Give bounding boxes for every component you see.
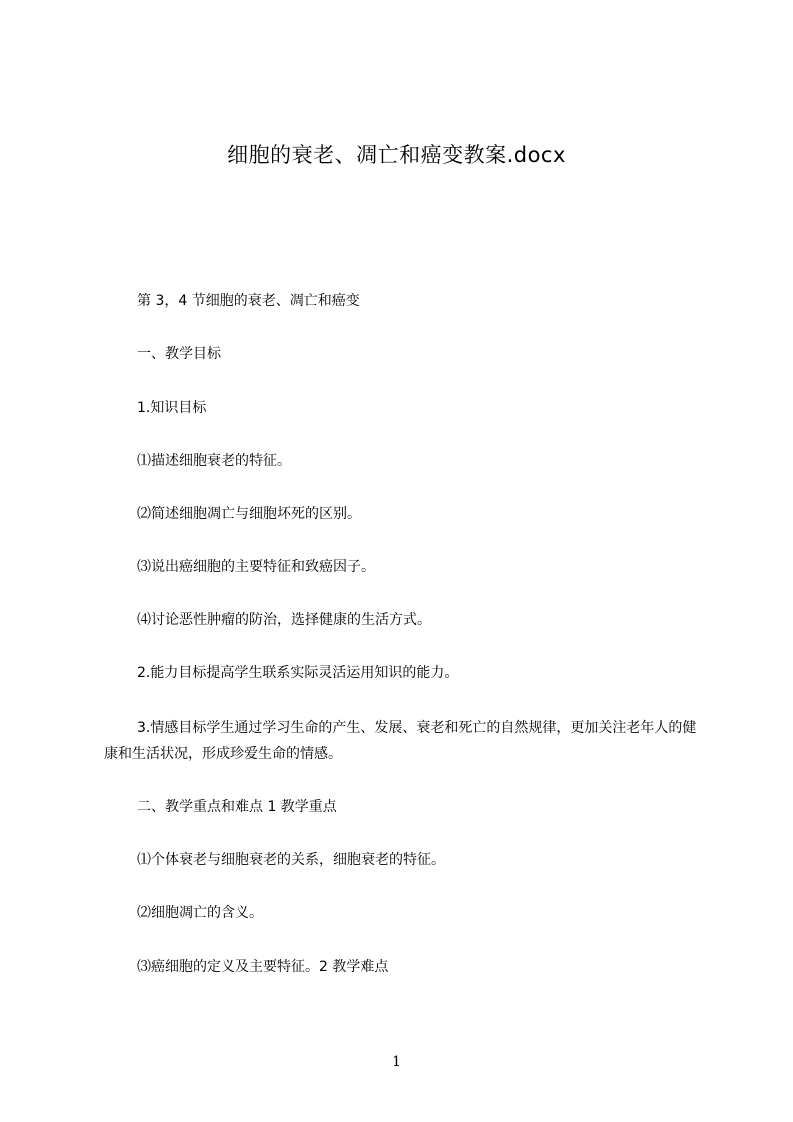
paragraph: 一、教学目标	[137, 346, 221, 362]
paragraph: ⑴个体衰老与细胞衰老的关系，细胞衰老的特征。	[137, 852, 445, 868]
paragraph: ⑴描述细胞衰老的特征。	[137, 453, 291, 469]
paragraph: 1.知识目标	[137, 400, 207, 416]
paragraph: 2.能力目标提高学生联系实际灵活运用知识的能力。	[137, 665, 459, 681]
paragraph: ⑵细胞凋亡的含义。	[137, 905, 263, 921]
paragraph: ⑵简述细胞凋亡与细胞坏死的区别。	[137, 506, 361, 522]
page-number: 1	[392, 1054, 401, 1070]
paragraph: ⑶癌细胞的定义及主要特征。2 教学难点	[137, 959, 389, 975]
document-title: 细胞的衰老、凋亡和癌变教案.docx	[227, 143, 566, 167]
paragraph: 二、教学重点和难点 1 教学重点	[137, 799, 337, 815]
paragraph: ⑷讨论恶性肿瘤的防治，选择健康的生活方式。	[137, 612, 431, 628]
paragraph: 3.情感目标学生通过学习生命的产生、发展、衰老和死亡的自然规律，更加关注老年人的健康和生活状况，形成珍爱生命的情感。	[104, 720, 697, 762]
section-heading: 第 3，4 节细胞的衰老、凋亡和癌变	[137, 293, 360, 309]
paragraph: ⑶说出癌细胞的主要特征和致癌因子。	[137, 559, 375, 575]
